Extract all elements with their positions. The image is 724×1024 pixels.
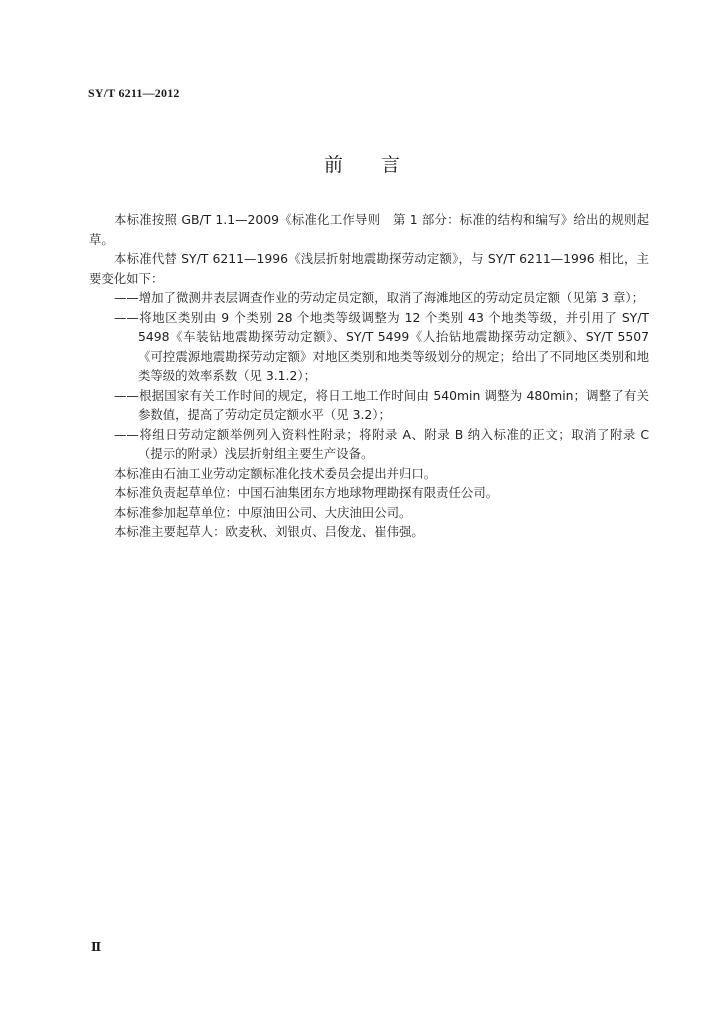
- paragraph-replaces: 本标准代替 SY/T 6211—1996《浅层折射地震勘探劳动定额》，与 SY/T 6211—1996 相比，主要变化如下：: [89, 251, 649, 286]
- change-item: ——根据国家有关工作时间的规定，将日工地工作时间由 540min 调整为 480min；调整了有关参数值，提高了劳动定员定额水平（见 3.2）；: [114, 387, 649, 422]
- paragraph-drafting-rules: 本标准按照 GB/T 1.1—2009《标准化工作导则 第 1 部分：标准的结构和编写》给出的规则起草。: [89, 212, 649, 247]
- page-title: 前言: [323, 154, 438, 176]
- paragraph-main-drafter-unit: 本标准负责起草单位：中国石油集团东方地球物理勘探有限责任公司。: [114, 485, 499, 500]
- page-number: Ⅱ: [91, 940, 102, 954]
- foreword-body: [89, 210, 649, 542]
- paragraph-participating-units: 本标准参加起草单位：中原油田公司、大庆油田公司。: [114, 504, 412, 520]
- paragraph-main-drafters: 本标准主要起草人：欧麦秋、刘银贞、吕俊龙、崔伟强。: [114, 524, 424, 539]
- change-item: ——增加了微测井表层调查作业的劳动定员定额，取消了海滩地区的劳动定员定额（见第 3 章）；: [114, 290, 644, 305]
- paragraph-proposed-by: 本标准由石油工业劳动定额标准化技术委员会提出并归口。: [114, 465, 437, 481]
- change-item: ——将地区类别由 9 个类别 28 个地类等级调整为 12 个类别 43 个地类等级，并引用了 SY/T 5498《车装钻地震勘探劳动定额》、SY/T 5499《人抬钻地震勘探劳动定额》、SY/T 5507《可控震源地震勘探劳动定额》对地区类别和地类等级划分的规定；给出了不同地区类别和地类等级的效率系数（见 3.1.2）；: [114, 309, 649, 383]
- standard-code: SY/T 6211—2012: [88, 86, 180, 100]
- change-item: ——将组日劳动定额举例列入资料性附录；将附录 A、附录 B 纳入标准的正文；取消了附录 C（提示的附录）浅层折射组主要生产设备。: [114, 426, 649, 461]
